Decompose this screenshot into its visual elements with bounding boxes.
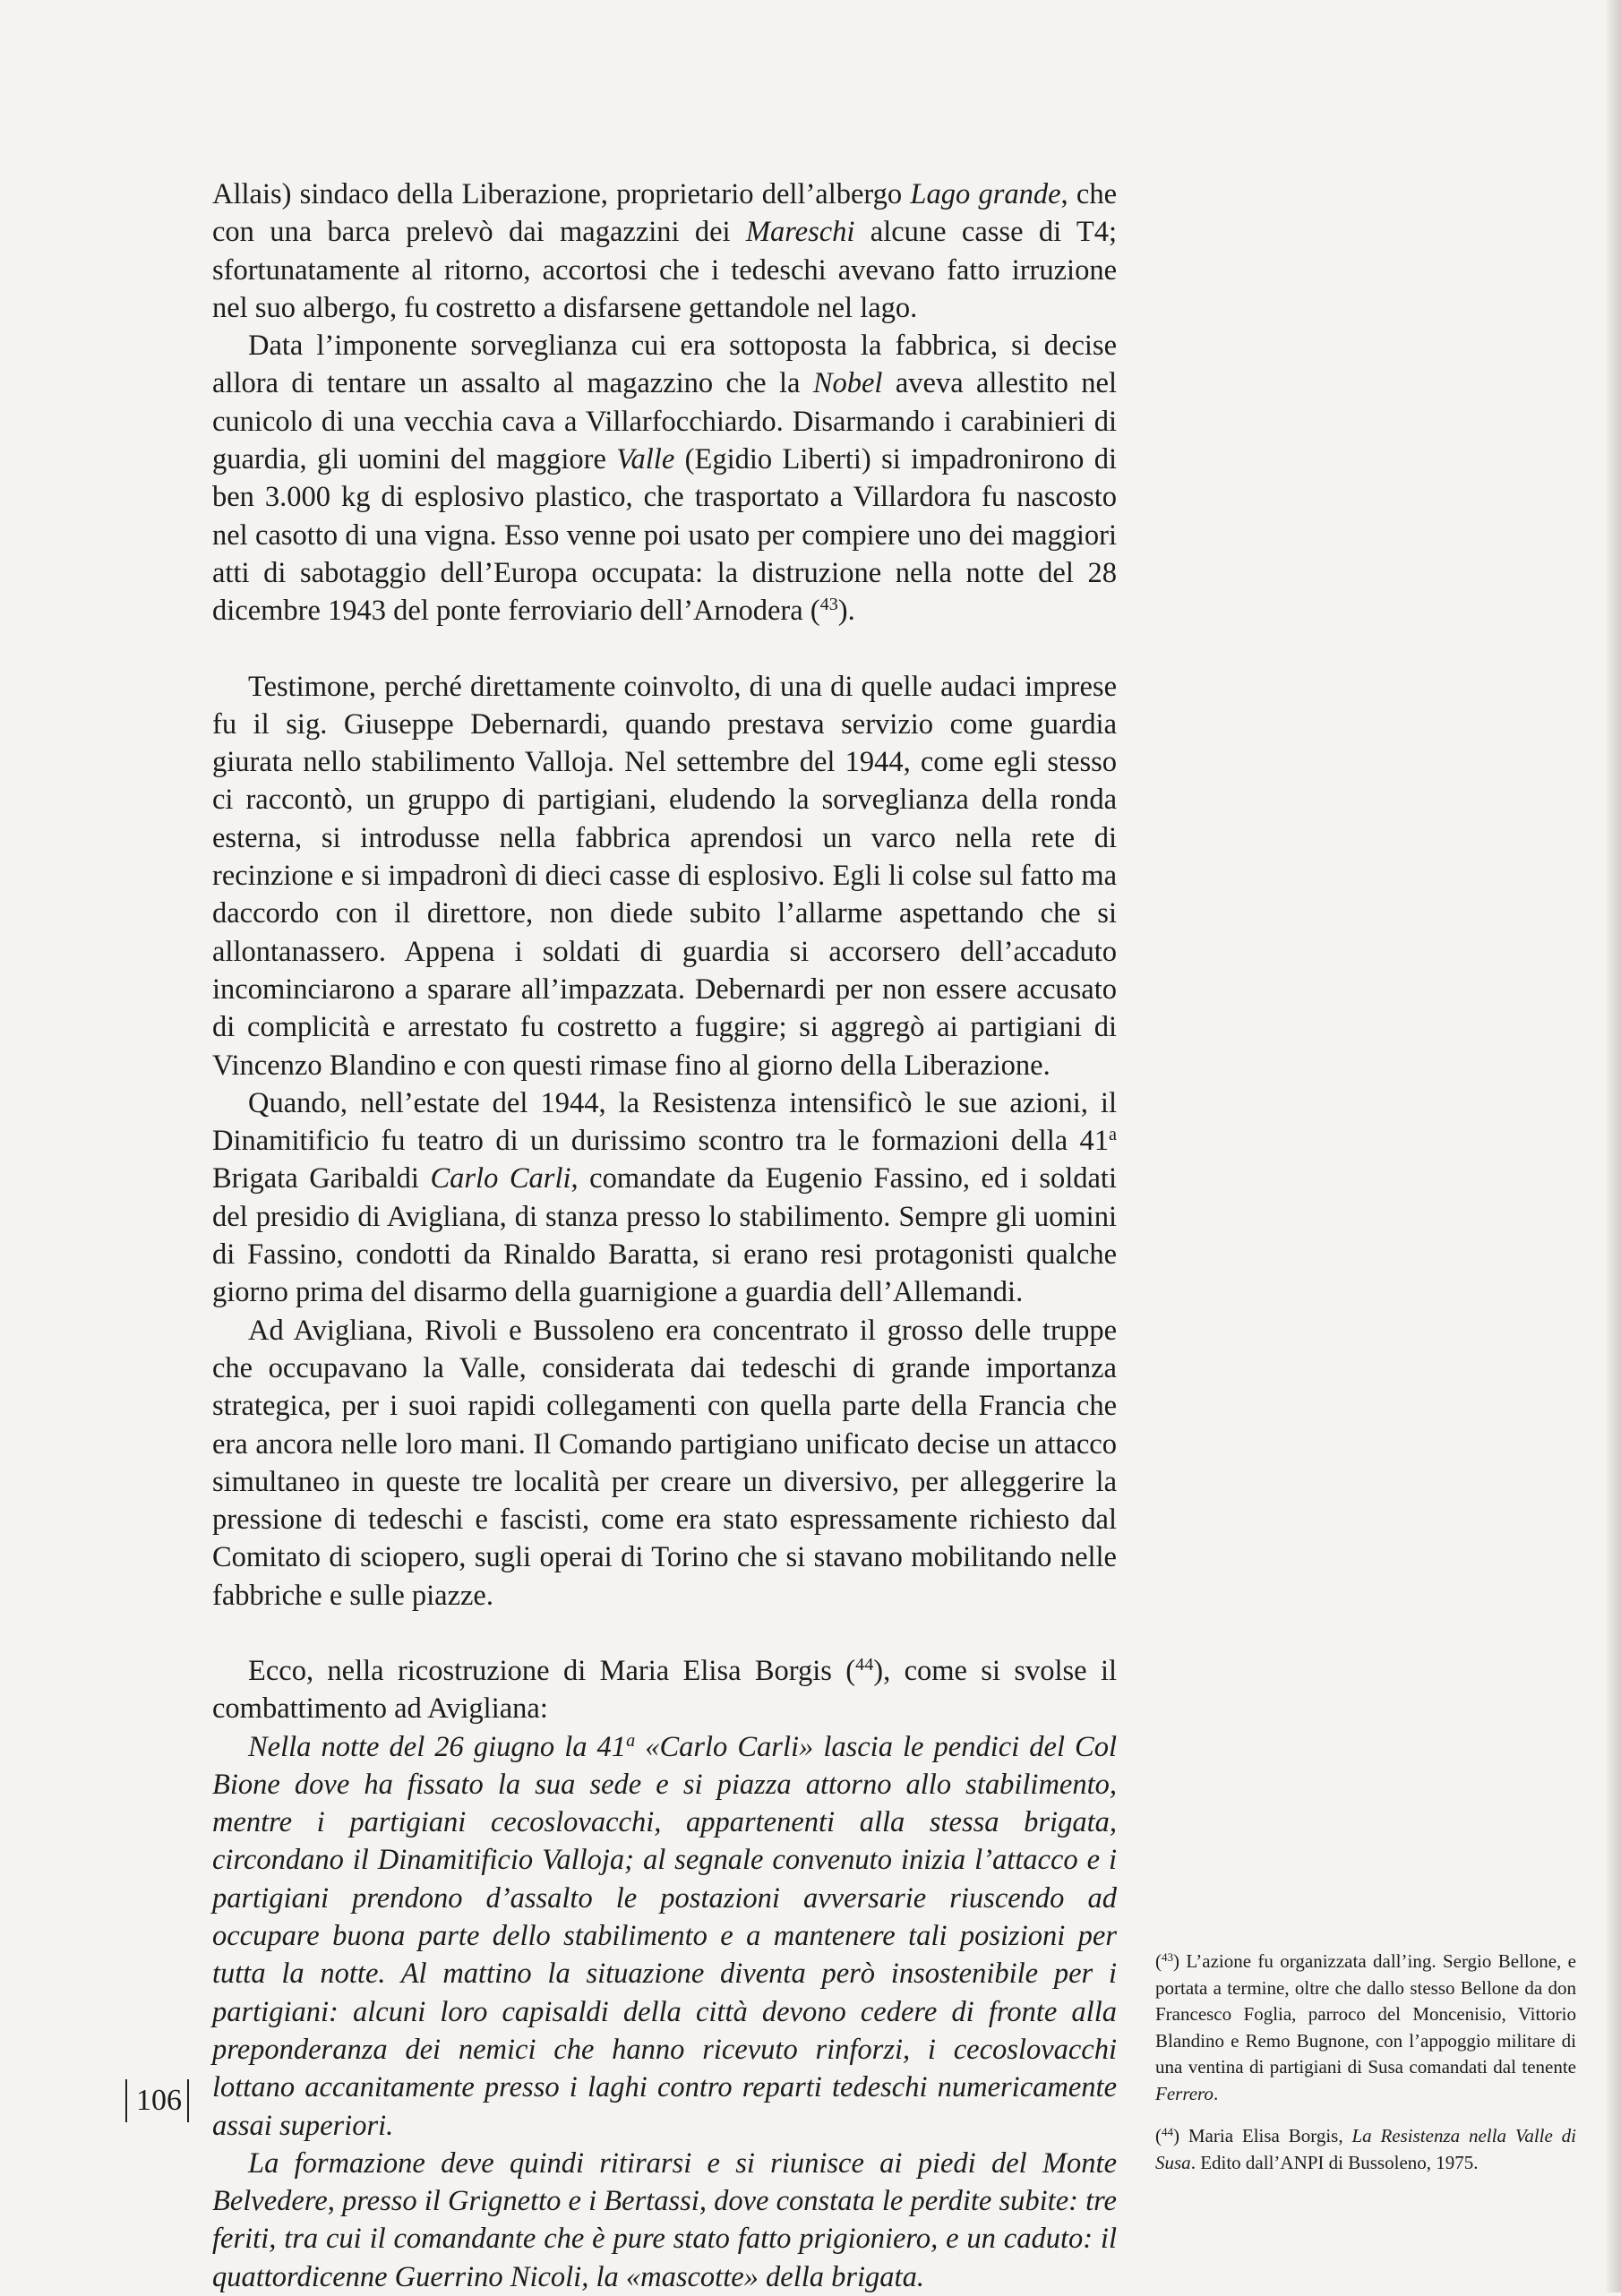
italic-run: Ferrero <box>1155 2082 1214 2104</box>
text-run: Quando, nell’estate del 1944, la Resistenza intensificò le sue azioni, il Dinamitificio fu teatro di un durissimo scontro tra le formazioni della 41 <box>212 1086 1117 1158</box>
text-run: La formazione deve quindi ritirarsi e si riunisce ai piedi del Monte Belvedere, presso il Grignetto e i Bertassi, dove constata le perdite subite: tre feriti, tra cui il comandante che è pure stato fatto prigioniero, e un caduto: il quattordicenne Guerrino Nicoli, la «mascotte» della brigata. <box>212 2146 1117 2293</box>
text-run: ). <box>837 595 855 628</box>
text-run: aveva allestito nel cunicolo di una vecchia cava a Villarfocchiardo. Disarmando i carabinieri di guardia, gli uomini del maggiore <box>212 367 1117 476</box>
folio-rule-right <box>187 2079 189 2122</box>
text-run: ), come si svolse il combattimento ad Avigliana: <box>212 1654 1117 1726</box>
paragraph <box>212 1312 1117 1615</box>
text-run: (Egidio Liberti) si impadronirono di ben 3.000 kg di esplosivo plastico, che trasportato a Villardora fu nascosto nel casotto di una vigna. Esso venne poi usato per compiere uno dei maggiori atti di sabotaggio dell’Europa occupata: la distruzione nella notte del 28 dicembre 1943 del ponte ferroviario dell’Arnodera ( <box>212 443 1117 628</box>
italic-run: Valle <box>616 443 675 476</box>
italic-run: Nobel <box>812 367 883 400</box>
text-run: L’azione fu organizzata dall’ing. Sergio Bellone, e portata a termine, oltre che dallo stesso Bellone da don Francesco Foglia, parroco del Moncenisio, Vittorio Blandino e Remo Bugnone, con l’appoggio militare di una ventina di partigiani di Susa comandati dal tenente <box>1155 1950 1576 2078</box>
text-run: Testimone, perché direttamente coinvolto, di una di quelle audaci imprese fu il sig. Giuseppe Debernardi, quando prestava servizio come guardia giurata nello stabilimento Valloja. Nel settembre del 1944, come egli stesso ci raccontò, un gruppo di partigiani, eludendo la sorveglianza della ronda esterna, si introdusse nella fabbrica aprendosi un varco nella rete di recinzione e si impadronì di dieci casse di esplosivo. Egli li colse sul fatto ma daccordo con il direttore, non diede subito l’allarme aspettando che si allontanassero. Appena i soldati di guardia si accorsero dell’accaduto incominciarono a sparare all’impazzata. Debernardi per non essere accusato di complicità e arrestato fu costretto a fuggire; si aggregò ai partigiani di Vincenzo Blandino e con questi rimase fino al giorno della Liberazione. <box>212 670 1117 1082</box>
note-reference: a <box>626 1730 636 1751</box>
page-folio <box>125 2074 189 2128</box>
italic-run: Carlo Carli <box>430 1162 571 1195</box>
text-run: Nella notte del 26 giugno la 41 <box>248 1730 627 1763</box>
quoted-paragraph <box>212 2145 1117 2296</box>
text-run: Allais) sindaco della Liberazione, proprietario dell’albergo <box>212 178 911 210</box>
quoted-paragraph <box>212 1728 1117 2145</box>
note-reference: a <box>1109 1125 1117 1145</box>
italic-run: Mareschi <box>745 216 855 249</box>
text-run: «Carlo Carli» lascia le pendici del Col Bione dove ha fissato la sua sede e si piazza attorno allo stabilimento, mentre i partigiani cecoslovacchi, appartenenti alla stessa brigata, circondano il Dinamitificio Valloja; al segnale convenuto inizia l’attacco e i partigiani prendono d’assalto le postazioni avversarie riuscendo ad occupare buona parte dello stabilimento e a mantenere tali posizioni per tutta la notte. Al mattino la situazione diventa però insostenibile per i partigiani: alcuni loro capisaldi della città devono cedere di fronte alla preponderanza dei nemici che hanno ricevuto rinforzi, i cecoslovacchi lottano accanitamente presso i laghi contro reparti tedeschi numericamente assai superiori. <box>212 1730 1117 2142</box>
footnotes <box>1155 1949 1576 2192</box>
text-run: , comandate da Eugenio Fassino, ed i soldati del presidio di Avigliana, di stanza presso lo stabilimento. Sempre gli uomini di Fassino, condotti da Rinaldo Baratta, si erano resi protagonisti qualche giorno prima del disarmo della guarnigione a guardia dell’Allemandi. <box>212 1162 1117 1309</box>
footnote: ($^{43}$) L’azione fu organizzata dall’ing. Sergio Bellone, e portata a termine, oltre che dallo stesso Bellone da don Francesco Foglia, parroco del Moncenisio, Vittorio Blandino e Remo Bugnone, con l’appoggio militare di una ventina di partigiani di Susa comandati dal tenente Ferrero. <box>1155 1949 1576 2104</box>
text-run: alcune casse di T4; sfortunatamente al ritorno, accortosi che i tedeschi avevano fatto irruzione nel suo albergo, fu costretto a disfarsene gettandole nel lago. <box>212 216 1117 324</box>
footnote: ($^{44}$) Maria Elisa Borgis, La Resistenza nella Valle di Susa. Edito dall’ANPI di Bussoleno, 1975. <box>1155 2124 1576 2173</box>
text-run: , che con una barca prelevò dai magazzini dei <box>212 178 1118 249</box>
page-edge-shadow <box>1605 0 1621 2292</box>
italic-run: La Resistenza nella Valle di Susa <box>1155 2125 1576 2173</box>
text-run: . Edito dall’ANPI di Bussoleno, 1975. <box>1190 2151 1479 2173</box>
note-reference: 43 <box>1162 1949 1174 1964</box>
text-run: Ecco, nella ricostruzione di Maria Elisa Borgis ( <box>248 1654 856 1687</box>
text-run: Ad Avigliana, Rivoli e Bussoleno era concentrato il grosso delle truppe che occupavano la Valle, considerata dai tedeschi di grande importanza strategica, per i suoi rapidi collegamenti con quella parte della Francia che era ancora nelle loro mani. Il Comando partigiano unificato decise un attacco simultaneo in queste tre località per creare un diversivo, per alleggerire la pressione di tedeschi e fascisti, come era stato espressamente richiesto dal Comitato di sciopero, sugli operai di Torino che si stavano mobilitando nelle fabbriche e sulle piazze. <box>212 1314 1117 1612</box>
italic-run: Lago grande <box>910 178 1061 210</box>
text-run: Data l’imponente sorveglianza cui era sottoposta la fabbrica, si decise allora di tentare un assalto al magazzino che la <box>212 330 1117 400</box>
text-run: Brigata Garibaldi <box>212 1162 431 1195</box>
paragraph <box>212 668 1117 1084</box>
page-number: 106 <box>136 2084 182 2117</box>
text-run: . <box>1213 2082 1219 2104</box>
paragraph <box>212 1652 1117 1728</box>
paragraph <box>212 176 1117 327</box>
note-reference: 43 <box>819 595 838 615</box>
note-reference: 44 <box>855 1654 874 1675</box>
paragraph <box>212 1084 1117 1312</box>
text-run: Maria Elisa Borgis, <box>1179 2125 1352 2146</box>
note-reference: 44 <box>1162 2124 1174 2138</box>
paragraph <box>212 327 1117 630</box>
body-text <box>212 176 1117 2296</box>
